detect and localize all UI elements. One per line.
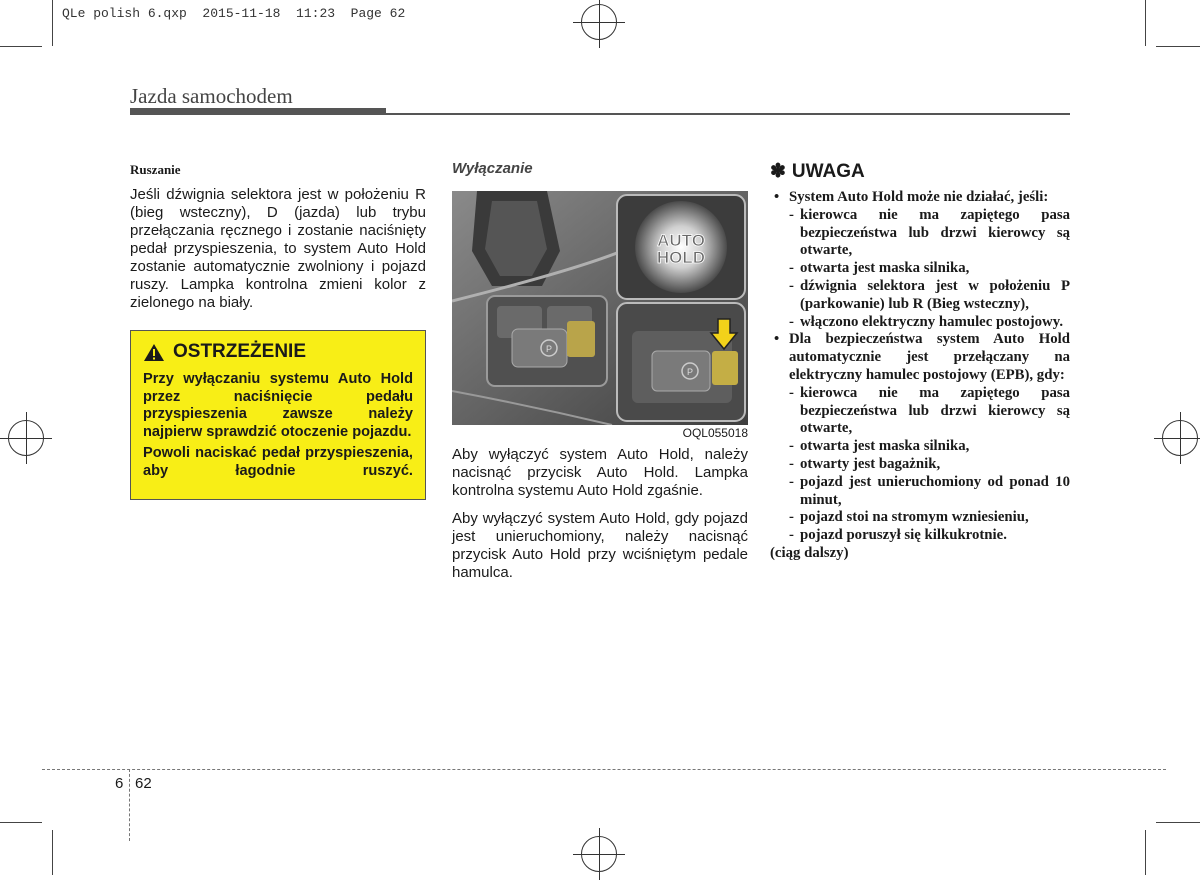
asterisk-icon: ✽	[770, 161, 786, 182]
footer-divider	[129, 769, 130, 841]
crop-mark	[0, 46, 42, 47]
footer-rule	[42, 769, 1166, 770]
svg-text:P: P	[545, 344, 553, 354]
auto-label: AUTO	[657, 231, 705, 250]
note-list	[770, 189, 1070, 563]
list-item: - włączono elektryczny hamulec postojowy.	[770, 314, 1070, 332]
print-slug: QLe polish 6.qxp 2015-11-18 11:23 Page 62	[62, 6, 406, 21]
column-left	[130, 162, 426, 500]
crop-mark	[1145, 830, 1146, 875]
header-rule-thin	[386, 113, 1070, 115]
registration-mark	[581, 4, 617, 40]
column-middle	[452, 160, 748, 592]
heading-wylaczanie: Wyłączanie	[452, 160, 533, 177]
crop-mark	[1145, 0, 1146, 46]
crop-mark	[52, 0, 53, 46]
list-item: • Dla bezpieczeństwa system Auto Hold automatycznie jest przełączany na elektryczny hamulec postojowy (EPB), gdy:	[770, 331, 1070, 384]
crop-mark	[52, 830, 53, 875]
note-title	[770, 160, 1070, 183]
list-item: • System Auto Hold może nie działać, jeśli:	[770, 189, 1070, 207]
auto-hold-photo	[452, 191, 748, 425]
note-title-text: UWAGA	[791, 160, 865, 182]
registration-mark	[581, 836, 617, 872]
list-item: - pojazd jest unieruchomiony od ponad 10 minut,	[770, 474, 1070, 510]
list-item: - pojazd stoi na stromym wzniesieniu,	[770, 509, 1070, 527]
warning-title-text: OSTRZEŻENIE	[173, 341, 307, 362]
crop-mark	[1156, 822, 1200, 823]
photo-caption: OQL055018	[682, 426, 748, 440]
list-item: - pojazd poruszył się kilkukrotnie.	[770, 527, 1070, 545]
paragraph-wylaczanie-1: Aby wyłączyć system Auto Hold, należy nacisnąć przycisk Auto Hold. Lampka kontrolna systemu Auto Hold zgaśnie.	[452, 446, 748, 499]
registration-mark	[8, 420, 44, 456]
hold-label: HOLD	[656, 248, 706, 267]
page-number: 62	[135, 775, 152, 792]
warning-paragraph-2: Powoli naciskać pedał przyspieszenia, aby łagodnie ruszyć.	[143, 445, 413, 479]
console-illustration	[452, 191, 748, 425]
list-item: - dźwignia selektora jest w położeniu P (parkowanie) lub R (Bieg wsteczny),	[770, 278, 1070, 314]
list-item: - kierowca nie ma zapiętego pasa bezpieczeństwa lub drzwi kierowcy są otwarte,	[770, 385, 1070, 438]
paragraph-wylaczanie-2: Aby wyłączyć system Auto Hold, gdy pojazd jest unieruchomiony, należy nacisnąć przycisk Auto Hold przy wciśniętym pedale hamulca.	[452, 510, 748, 581]
warning-title	[143, 341, 413, 363]
warning-triangle-icon	[143, 343, 165, 362]
list-item: - otwarty jest bagażnik,	[770, 456, 1070, 474]
chapter-number: 6	[115, 775, 124, 792]
list-item: - otwarta jest maska silnika,	[770, 260, 1070, 278]
list-item: - otwarta jest maska silnika,	[770, 438, 1070, 456]
registration-mark	[1162, 420, 1198, 456]
svg-text:P: P	[686, 367, 694, 377]
column-right	[770, 160, 1070, 563]
warning-paragraph-1: Przy wyłączaniu systemu Auto Hold przez naciśnięcie pedału przyspieszenia zawsze należy najpierw sprawdzić otoczenie pojazdu.	[143, 371, 413, 440]
warning-box	[130, 330, 426, 500]
section-title: Jazda samochodem	[130, 84, 293, 108]
continued-label: (ciąg dalszy)	[770, 544, 849, 561]
crop-mark	[1156, 46, 1200, 47]
heading-ruszanie: Ruszanie	[130, 162, 181, 177]
list-item: - kierowca nie ma zapiętego pasa bezpieczeństwa lub drzwi kierowcy są otwarte,	[770, 207, 1070, 260]
header-rule-thick	[130, 108, 386, 115]
crop-mark	[0, 822, 42, 823]
paragraph-ruszanie: Jeśli dźwignia selektora jest w położeniu R (bieg wsteczny), D (jazda) lub trybu przełączania ręcznego i zostanie naciśnięty pedał przyspieszenia, to system Auto Hold zostanie automatycznie zwolniony i pojazd ruszy. Lampka kontrolna zmieni kolor z zielonego na biały.	[130, 186, 426, 311]
